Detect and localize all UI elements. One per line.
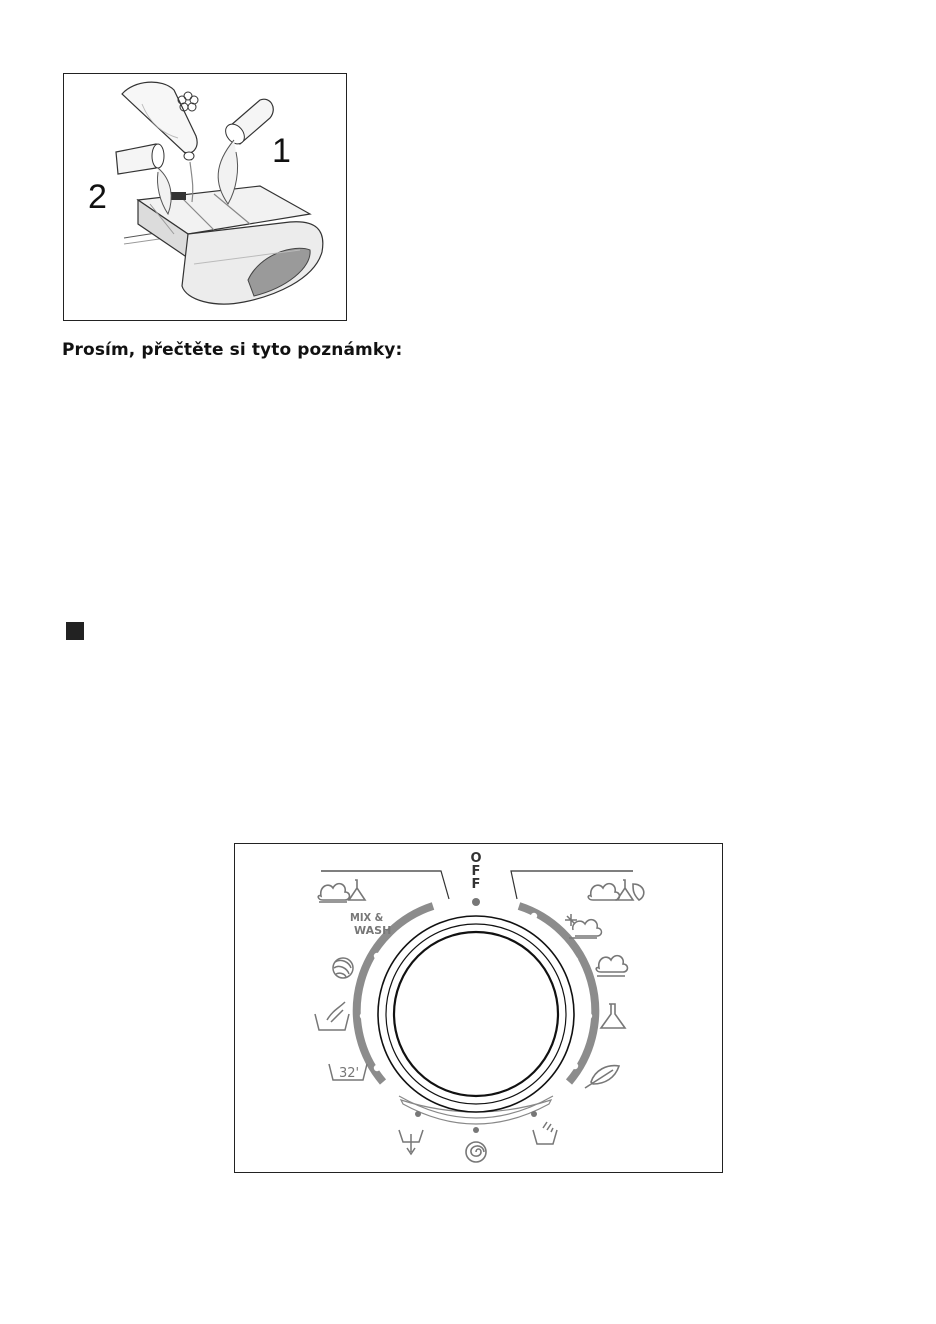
off-position-dot [472,898,480,906]
dial-dot [531,913,537,919]
dial-dot [374,953,380,959]
programme-dial-figure [234,843,723,1173]
delicates-icon [585,1066,619,1088]
wool-icon [333,958,353,978]
dial-knob[interactable] [394,932,558,1096]
eco-cotton-synthetic-icon [588,880,644,900]
dial-dot [415,1111,421,1117]
dial-dot [586,1013,592,1019]
drain-icon [399,1130,423,1154]
detergent-drawer-figure [63,73,347,321]
mix-wash-label-line2: WASH [354,924,392,937]
quick-wash-label: 32' [339,1066,360,1081]
cotton-icon [596,956,627,976]
dial-dot [374,1065,380,1071]
dial-dot [572,957,578,963]
detergent-drawer-illustration [64,74,348,322]
off-label-o: O [470,851,482,866]
rinse-icon [533,1122,557,1144]
cotton-synthetic-icon [318,880,365,902]
black-square-bullet [66,622,84,640]
dial-dot [572,1063,578,1069]
hand-wash-icon [315,1002,349,1030]
programme-dial-illustration [235,844,724,1174]
spin-icon [466,1142,486,1162]
synthetic-icon [601,1004,625,1028]
notes-heading: Prosím, přečtěte si tyto poznámky: [62,340,403,360]
dial-dot [419,917,425,923]
off-label-f2: F [471,877,481,892]
off-label-f1: F [471,864,481,879]
dial-dot [531,1111,537,1117]
compartment-label-2: 2 [88,178,107,216]
mix-wash-label-line1: MIX & [350,911,384,924]
compartment-label-1: 1 [272,132,291,170]
cotton-prewash-icon [565,914,602,938]
dial-dot [473,1127,479,1133]
dial-dot [360,1013,366,1019]
